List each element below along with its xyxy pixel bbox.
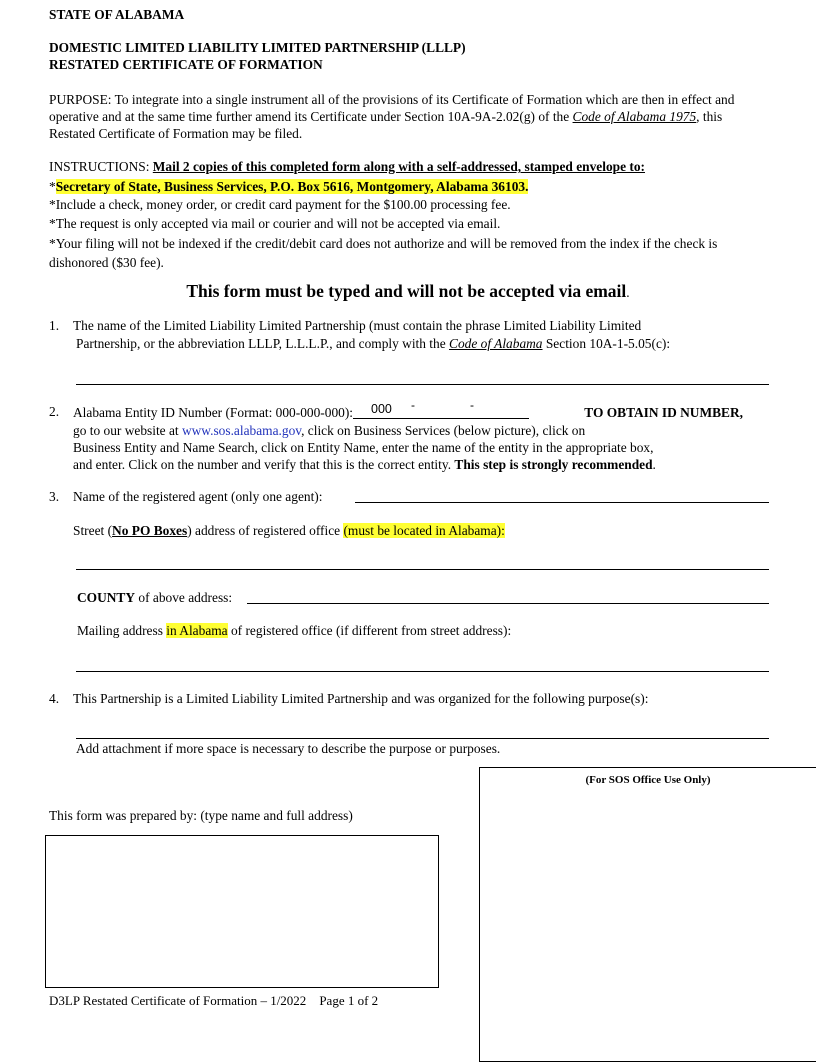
footer-page-number: Page 1 of 2: [319, 993, 379, 1008]
indexing-instruction: *Your filing will not be indexed if the credit/debit card does not authorize and will be removed from the index if the check is dishonored ($30 fee).: [49, 236, 718, 270]
county-rest: of above address:: [135, 590, 233, 605]
registered-agent-label: Name of the registered agent (only one agent):: [73, 489, 323, 504]
code-of-alabama-ref: Code of Alabama 1975: [572, 109, 697, 124]
purpose-label: PURPOSE:: [49, 92, 112, 107]
strongly-recommended: This step is strongly recommended: [454, 457, 653, 472]
sos-mailing-address: Secretary of State, Business Services, P.O. Box 5616, Montgomery, Alabama 36103.: [55, 179, 529, 194]
attachment-note: Add attachment if more space is necessary to describe the purpose or purposes.: [76, 741, 501, 756]
item1-text-line1: The name of the Limited Liability Limited Partnership (must contain the phrase Limited Liability Limited: [73, 318, 642, 333]
purpose-text: To integrate into a single instrument all of the provisions of its Certificate of Formation which are then in effect and operative and at the same time further amend its Certificate under Section 10A-9A-2.02(g) of the: [49, 92, 735, 124]
in-alabama: in Alabama: [166, 623, 228, 638]
must-be-in-alabama: (must be located in Alabama):: [343, 523, 505, 538]
entity-id-label: Alabama Entity ID Number (Format: 000-000-000):: [73, 405, 354, 420]
asterisk: *: [49, 179, 56, 194]
street-post: ) address of registered office: [187, 523, 344, 538]
item2-line2: [73, 422, 730, 439]
mail-only-instruction: *The request is only accepted via mail or courier and will not be accepted via email.: [49, 216, 501, 231]
purpose-field[interactable]: [76, 738, 769, 739]
item2-number: 2.: [49, 404, 60, 419]
street-address-label: [73, 523, 505, 539]
office-use-box: [479, 767, 816, 1062]
mailing-address-field[interactable]: [76, 671, 769, 672]
item1-number: 1.: [49, 318, 60, 333]
item2-line4: [73, 456, 656, 473]
county-field[interactable]: [247, 603, 769, 604]
item1-text-a: Partnership, or the abbreviation LLLP, L.L.L.P., and comply with the: [76, 336, 450, 351]
item1-code-ref: Code of Alabama: [449, 336, 543, 351]
typed-notice-text: This form must be typed and will not be accepted via email: [186, 281, 627, 301]
page-footer: [49, 993, 378, 1009]
item3-number: 3.: [49, 489, 60, 504]
instructions-label: INSTRUCTIONS:: [49, 159, 153, 174]
purpose-statement: This Partnership is a Limited Liability Limited Partnership and was organized for the following purpose(s):: [73, 691, 649, 706]
prepared-by-box[interactable]: [45, 835, 439, 988]
entity-id-dash2: -: [470, 398, 475, 412]
state-heading: STATE OF ALABAMA: [49, 7, 185, 22]
entity-id-dash1: -: [411, 398, 416, 412]
street-pre: Street (: [73, 523, 113, 538]
typed-notice-dot: .: [626, 285, 630, 300]
entity-id-prefix: 000: [371, 402, 392, 416]
item1-text-line2: [76, 336, 670, 352]
entity-id-field[interactable]: [353, 398, 529, 419]
sos-website-link[interactable]: www.sos.alabama.gov: [181, 423, 302, 438]
footer-form-id: D3LP Restated Certificate of Formation – 1/2022: [49, 993, 307, 1008]
registered-agent-field[interactable]: [355, 502, 769, 503]
item4-number: 4.: [49, 691, 60, 706]
no-po-boxes: No PO Boxes: [112, 523, 188, 538]
mail-instruction: Mail 2 copies of this completed form along with a self-addressed, stamped envelope to:: [152, 159, 645, 174]
item2-line2a: go to our website at: [73, 423, 182, 438]
street-address-field[interactable]: [76, 569, 769, 570]
item2-period: .: [652, 457, 656, 472]
form-title-line2: RESTATED CERTIFICATE OF FORMATION: [49, 57, 323, 72]
instructions-line: [49, 158, 645, 175]
office-use-label: (For SOS Office Use Only): [585, 774, 711, 786]
purpose-text-end: , this Restated Certificate of Formation may be filed.: [49, 109, 723, 141]
county-bold: COUNTY: [77, 590, 136, 605]
mailing-pre: Mailing address: [77, 623, 167, 638]
mailing-address-line: [49, 178, 528, 195]
county-label: [77, 590, 232, 606]
item2-line3: Business Entity and Name Search, click on Entity Name, enter the name of the entity in the appropriate box,: [73, 440, 654, 455]
mailing-address-label: [77, 623, 511, 639]
obtain-id-heading: TO OBTAIN ID NUMBER,: [584, 405, 743, 420]
item2-line2b: , click on Business Services (below picture), click on: [301, 423, 586, 438]
fee-instruction: *Include a check, money order, or credit card payment for the $100.00 processing fee.: [49, 197, 511, 212]
item2-line1: [73, 398, 743, 421]
prepared-by-label: This form was prepared by: (type name and full address): [49, 808, 353, 823]
mailing-post: of registered office (if different from street address):: [227, 623, 512, 638]
purpose-paragraph: [49, 91, 749, 142]
item2-line4-text: and enter. Click on the number and verify that this is the correct entity.: [73, 457, 455, 472]
partnership-name-field[interactable]: [76, 384, 769, 385]
typed-notice: [0, 281, 816, 302]
item1-text-b: Section 10A-1-5.05(c):: [542, 336, 671, 351]
form-title-line1: DOMESTIC LIMITED LIABILITY LIMITED PARTNERSHIP (LLLP): [49, 40, 466, 55]
